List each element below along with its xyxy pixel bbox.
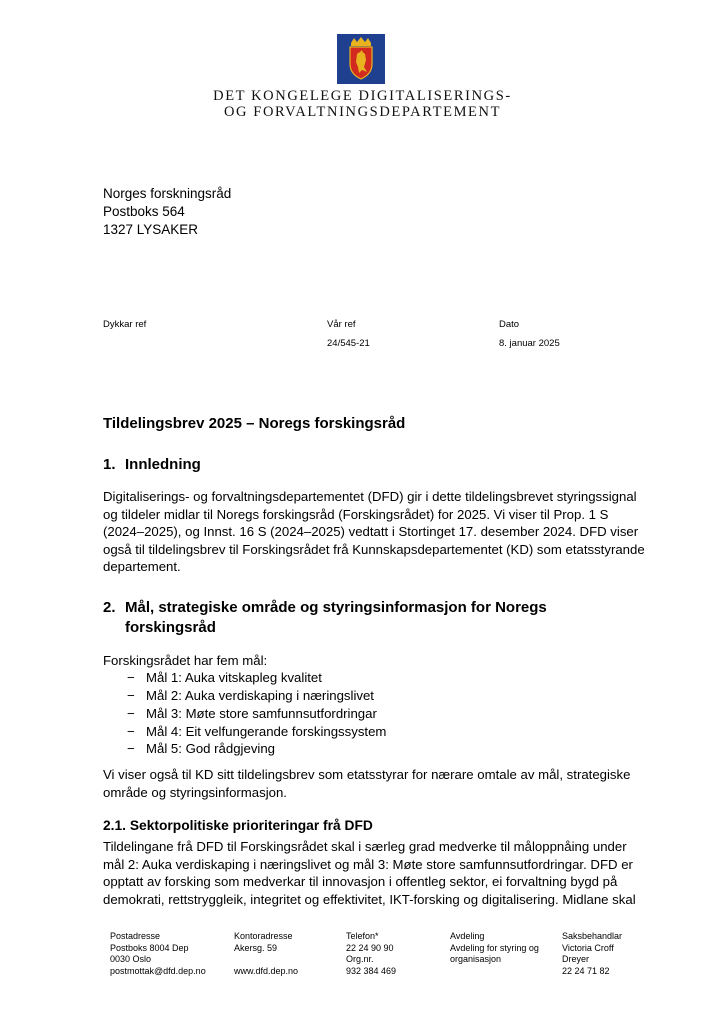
footer-value: [234, 954, 298, 966]
paragraph-line: område og styringsinformasjon.: [103, 784, 287, 800]
footer-office-address: [234, 931, 298, 977]
footer-value: organisasjon: [450, 954, 502, 964]
list-item: − Mål 5: God rådgjeving: [127, 741, 276, 756]
footer-value: Avdeling for styring og: [450, 942, 539, 953]
footer-value: Victoria Croff: [562, 942, 614, 953]
your-ref-label: Dykkar ref: [103, 319, 147, 330]
footer-label: Avdeling: [450, 931, 485, 941]
section1-title: Innledning: [125, 456, 201, 473]
our-ref-value: 24/545-21: [327, 338, 370, 349]
footer-value: Postboks 8004 Dep: [110, 942, 189, 953]
footer-value: [450, 966, 539, 978]
footer-label: Kontoradresse: [234, 931, 293, 941]
section2-title-line1: Mål, strategiske område og styringsinformasjon for Noregs: [125, 599, 547, 616]
footer-label: Telefon*: [346, 931, 379, 941]
paragraph-line: demokrati, rettstryggleik, integritet og effektivitet, IKT-forsking og digitalisering. Midlane skal: [103, 891, 636, 907]
footer-value: Dreyer: [562, 954, 590, 964]
footer-website: www.dfd.dep.no: [234, 965, 299, 976]
list-item: − Mål 4: Eit velfungerande forskingssystem: [127, 724, 387, 739]
paragraph-line: Digitaliserings- og forvaltningsdepartementet (DFD) gir i dette tildelingsbrevet styringssignal: [103, 489, 637, 504]
section1-number: 1.: [103, 456, 116, 473]
paragraph-line: Tildelingane frå DFD til Forskingsrådet skal i særleg grad medverke til måloppnåing under: [103, 839, 627, 854]
footer-postal-address: [110, 931, 206, 977]
list-item: − Mål 3: Møte store samfunnsutfordringar: [127, 706, 377, 721]
footer-label: Postadresse: [110, 931, 161, 941]
date-label: Dato: [499, 319, 520, 330]
coat-of-arms-logo: [337, 34, 385, 84]
section2-number: 2.: [103, 599, 116, 616]
footer-value: 0030 Oslo: [110, 954, 152, 964]
paragraph-line: Vi viser også til KD sitt tildelingsbrev som etatsstyrar for nærare omtale av mål, strategiske: [103, 767, 631, 782]
our-ref-label: Vår ref: [327, 319, 356, 330]
footer-department: [450, 931, 539, 977]
date-value: 8. januar 2025: [499, 338, 560, 349]
section2-intro: Forskingsrådet har fem mål:: [103, 653, 268, 668]
footer-email: postmottak@dfd.dep.no: [110, 965, 206, 976]
footer-value: 932 384 469: [346, 965, 397, 976]
section1-paragraph: [103, 488, 663, 576]
letter-title: Tildelingsbrev 2025 – Noregs forskingsråd: [103, 415, 406, 432]
ministry-name-line1: DET KONGELEGE DIGITALISERINGS-: [213, 88, 512, 104]
section21-heading: 2.1. Sektorpolitiske prioriteringar frå DFD: [103, 818, 373, 833]
footer-phone: [346, 931, 396, 977]
section21-paragraph: [103, 838, 663, 908]
section2-title-line2: forskingsråd: [125, 619, 216, 636]
paragraph-line: (2024–2025), og Innst. 16 S (2024–2025) vedtatt i Stortinget 17. desember 2024. DFD viser: [103, 524, 639, 540]
footer-label: Saksbehandlar: [562, 931, 623, 941]
paragraph-line: også til tildelingsbrev til Forskingsrådet frå Kunnskapsdepartementet (KD) som etatsstyrande: [103, 541, 645, 557]
section2-heading: [103, 599, 547, 636]
recipient-name: Norges forskningsråd: [103, 186, 232, 201]
footer-value: Akersg. 59: [234, 942, 278, 953]
list-item: − Mål 1: Auka vitskapleg kvalitet: [127, 670, 322, 685]
paragraph-line: opptatt av forsking som medverkar til innovasjon i offentleg sektor, ei forvaltning bygd på: [103, 874, 618, 890]
section1-heading: [103, 456, 201, 473]
section2-after-paragraph: [103, 766, 663, 801]
paragraph-line: og tildeler midlar til Noregs forskingsråd (Forskingsrådet) for 2025. Vi viser til Prop. 1 S: [103, 506, 609, 522]
recipient-city: 1327 LYSAKER: [103, 222, 199, 237]
ministry-name-line2: OG FORVALTNINGSDEPARTEMENT: [223, 104, 502, 120]
footer-value: 22 24 71 82: [562, 965, 610, 976]
paragraph-line: mål 2: Auka verdiskaping i næringslivet og mål 3: Møte store samfunnsutfordringar. DFD er: [103, 856, 633, 872]
recipient-address: Postboks 564: [103, 204, 185, 219]
footer-value: 22 24 90 90: [346, 942, 394, 953]
footer-case-handler: [562, 931, 622, 977]
list-item: − Mål 2: Auka verdiskaping i næringslivet: [127, 688, 374, 703]
paragraph-line: departement.: [103, 559, 181, 575]
footer-label: Org.nr.: [346, 954, 374, 964]
